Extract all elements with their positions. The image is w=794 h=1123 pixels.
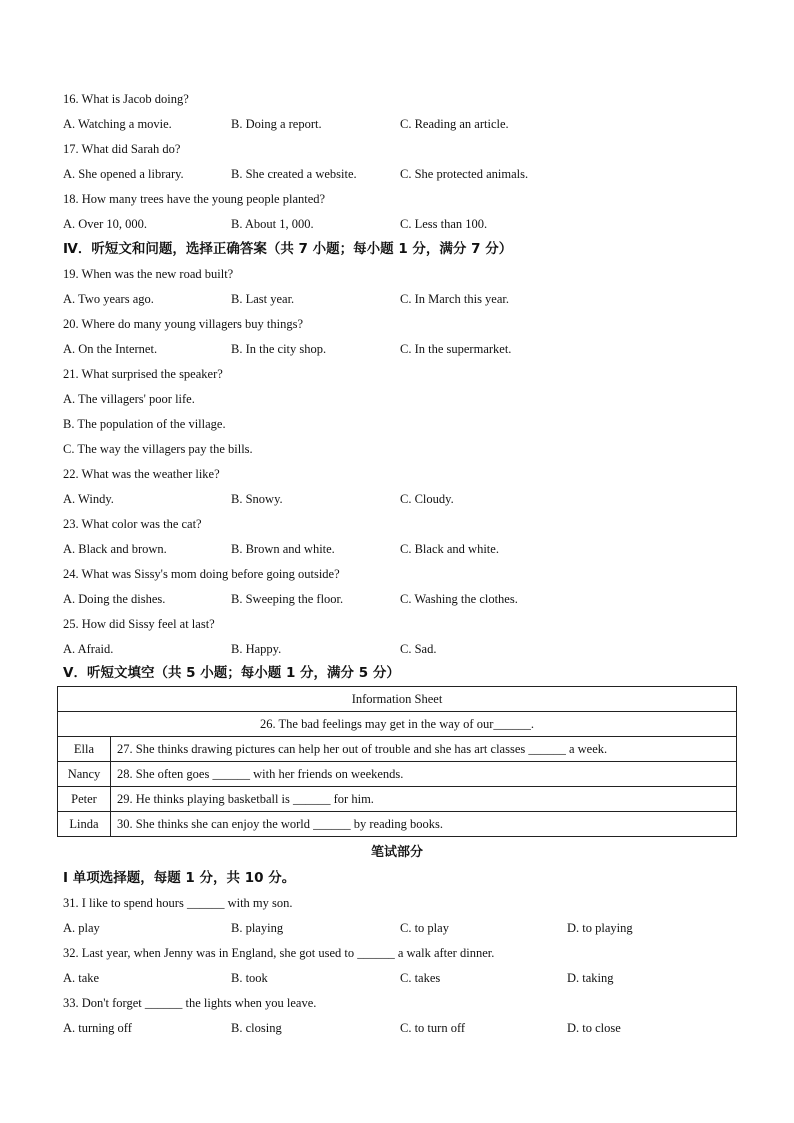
q32-option-c: C. takes xyxy=(400,971,441,985)
q17-option-b: B. She created a website. xyxy=(231,167,357,181)
q18-option-a: A. Over 10, 000. xyxy=(63,217,148,231)
question-26: 26. The bad feelings may get in the way of our______. xyxy=(58,712,737,737)
q21-option-c: C. The way the villagers pay the bills. xyxy=(63,442,253,456)
q33-option-a: A. turning off xyxy=(63,1021,132,1035)
q21-option-b: B. The population of the village. xyxy=(63,417,226,431)
q17-option-c: C. She protected animals. xyxy=(400,167,529,181)
person-name: Linda xyxy=(58,812,111,837)
q33-option-b: B. closing xyxy=(231,1021,282,1035)
q20-option-c: C. In the supermarket. xyxy=(400,342,512,356)
table-row xyxy=(58,737,737,762)
question-22: 22. What was the weather like? xyxy=(63,467,220,481)
q18-option-c: C. Less than 100. xyxy=(400,217,488,231)
q32-option-a: A. take xyxy=(63,971,100,985)
q18-option-b: B. About 1, 000. xyxy=(231,217,314,231)
person-name: Peter xyxy=(58,787,111,812)
table-row xyxy=(58,712,737,737)
question-32: 32. Last year, when Jenny was in England, she got used to ______ a walk after dinner. xyxy=(63,946,495,960)
question-27: 27. She thinks drawing pictures can help her out of trouble and she has art classes ______ a week. xyxy=(111,737,737,762)
q19-option-c: C. In March this year. xyxy=(400,292,510,306)
section-5-heading: Ⅴ．听短文填空（共 5 小题；每小题 1 分，满分 5 分） xyxy=(63,665,400,681)
table-row xyxy=(58,812,737,837)
q33-option-c: C. to turn off xyxy=(400,1021,466,1035)
section-4-heading: Ⅳ．听短文和问题，选择正确答案（共 7 小题；每小题 1 分，满分 7 分） xyxy=(63,241,513,257)
q25-option-c: C. Sad. xyxy=(400,642,437,656)
q19-option-b: B. Last year. xyxy=(231,292,295,306)
written-section-1-heading: Ⅰ 单项选择题，每题 1 分，共 10 分。 xyxy=(63,870,296,886)
table-row xyxy=(58,687,737,712)
table-title: Information Sheet xyxy=(58,687,737,712)
q24-option-a: A. Doing the dishes. xyxy=(63,592,166,606)
table-row xyxy=(58,787,737,812)
q19-option-a: A. Two years ago. xyxy=(63,292,154,306)
q24-option-c: C. Washing the clothes. xyxy=(400,592,518,606)
q24-option-b: B. Sweeping the floor. xyxy=(231,592,344,606)
question-23: 23. What color was the cat? xyxy=(63,517,202,531)
q16-option-c: C. Reading an article. xyxy=(400,117,509,131)
q23-option-c: C. Black and white. xyxy=(400,542,499,556)
information-sheet-table xyxy=(57,686,737,837)
q25-option-a: A. Afraid. xyxy=(63,642,114,656)
q32-option-d: D. taking xyxy=(567,971,614,985)
question-24: 24. What was Sissy's mom doing before going outside? xyxy=(63,567,340,581)
q17-option-a: A. She opened a library. xyxy=(63,167,184,181)
question-16: 16. What is Jacob doing? xyxy=(63,92,189,106)
q31-option-b: B. playing xyxy=(231,921,284,935)
q16-option-a: A. Watching a movie. xyxy=(63,117,172,131)
person-name: Ella xyxy=(58,737,111,762)
question-17: 17. What did Sarah do? xyxy=(63,142,181,156)
q16-option-b: B. Doing a report. xyxy=(231,117,322,131)
question-25: 25. How did Sissy feel at last? xyxy=(63,617,215,631)
q32-option-b: B. took xyxy=(231,971,268,985)
question-31: 31. I like to spend hours ______ with my son. xyxy=(63,896,293,910)
q20-option-b: B. In the city shop. xyxy=(231,342,327,356)
q23-option-b: B. Brown and white. xyxy=(231,542,335,556)
written-part-title: 笔试部分 xyxy=(370,845,423,860)
person-name: Nancy xyxy=(58,762,111,787)
q20-option-a: A. On the Internet. xyxy=(63,342,158,356)
question-21: 21. What surprised the speaker? xyxy=(63,367,223,381)
q22-option-c: C. Cloudy. xyxy=(400,492,454,506)
question-33: 33. Don't forget ______ the lights when you leave. xyxy=(63,996,317,1010)
question-18: 18. How many trees have the young people planted? xyxy=(63,192,326,206)
question-20: 20. Where do many young villagers buy things? xyxy=(63,317,304,331)
q21-option-a: A. The villagers' poor life. xyxy=(63,392,195,406)
q23-option-a: A. Black and brown. xyxy=(63,542,167,556)
q33-option-d: D. to close xyxy=(567,1021,621,1035)
question-29: 29. He thinks playing basketball is ______ for him. xyxy=(111,787,737,812)
q31-option-d: D. to playing xyxy=(567,921,633,935)
question-19: 19. When was the new road built? xyxy=(63,267,234,281)
question-28: 28. She often goes ______ with her friends on weekends. xyxy=(111,762,737,787)
table-row xyxy=(58,762,737,787)
q22-option-b: B. Snowy. xyxy=(231,492,283,506)
q22-option-a: A. Windy. xyxy=(63,492,114,506)
q25-option-b: B. Happy. xyxy=(231,642,282,656)
q31-option-c: C. to play xyxy=(400,921,449,935)
question-30: 30. She thinks she can enjoy the world ______ by reading books. xyxy=(111,812,737,837)
q31-option-a: A. play xyxy=(63,921,100,935)
